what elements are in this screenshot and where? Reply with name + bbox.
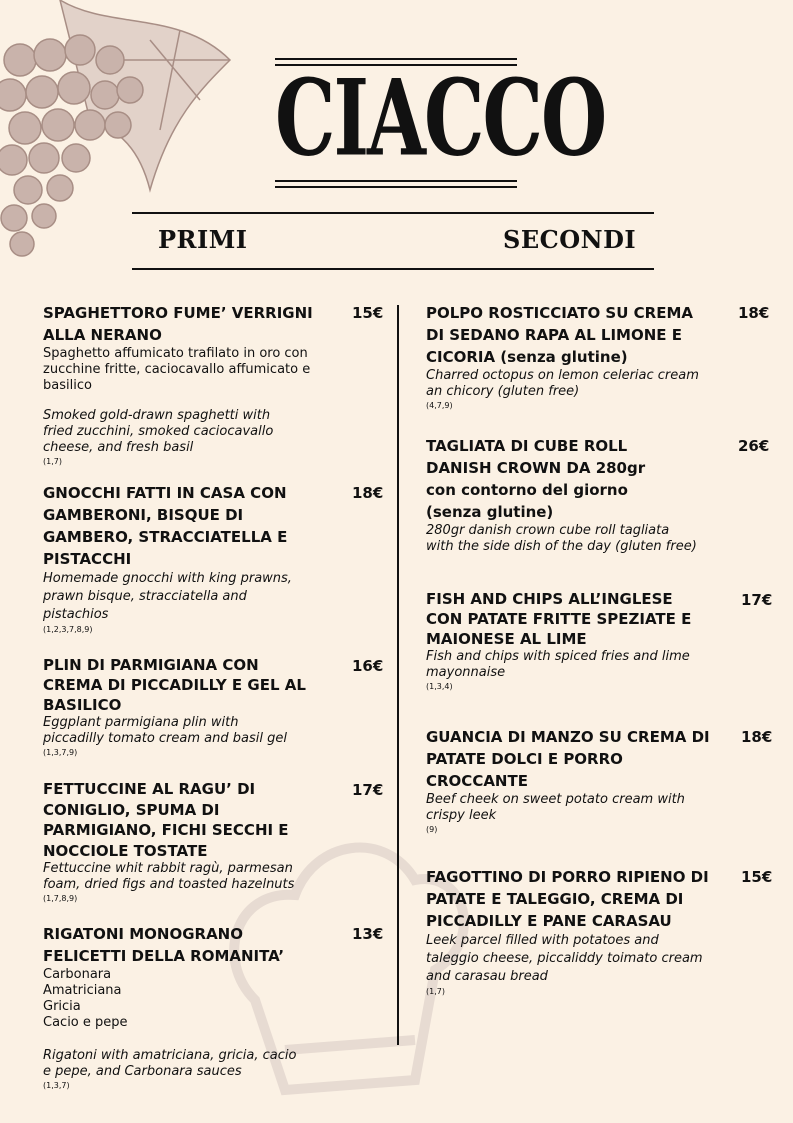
item-description-en: Beef cheek on sweet potato cream with crispy leek bbox=[426, 792, 685, 823]
item-allergens: (1,3,4) bbox=[426, 682, 453, 691]
item-price: 18€ bbox=[741, 728, 773, 746]
item-price: 17€ bbox=[741, 591, 773, 609]
item-name: POLPO ROSTICCIATO SU CREMA DI SEDANO RAPA AL LIMONE E CICORIA (senza glutine) bbox=[426, 304, 693, 366]
item-description-en: Eggplant parmigiana plin with piccadilly tomato cream and basil gel bbox=[43, 715, 287, 746]
item-name: TAGLIATA DI CUBE ROLL DANISH CROWN DA 280gr con contorno del giorno (senza glutine) bbox=[426, 437, 646, 521]
item-name: PLIN DI PARMIGIANA CON CREMA DI PICCADILLY E GEL AL BASILICO bbox=[43, 656, 306, 714]
item-description-en: Charred octopus on lemon celeriac cream an chicory (gluten free) bbox=[426, 368, 699, 399]
menu-item bbox=[426, 726, 772, 835]
item-description-en: 280gr danish crown cube roll tagliata with the side dish of the day (gluten free) bbox=[426, 523, 697, 554]
divider-top bbox=[132, 212, 654, 214]
item-name: GUANCIA DI MANZO SU CREMA DI PATATE DOLCI E PORRO CROCCANTE bbox=[426, 728, 710, 790]
item-price: 15€ bbox=[352, 304, 384, 322]
menu-item bbox=[43, 482, 383, 635]
menu-item bbox=[43, 302, 383, 467]
item-name: FETTUCCINE AL RAGU’ DI CONIGLIO, SPUMA DI PARMIGIANO, FICHI SECCHI E NOCCIOLE TOSTATE bbox=[43, 780, 289, 860]
item-price: 16€ bbox=[352, 657, 384, 675]
item-allergens: (9) bbox=[426, 825, 438, 834]
menu-item bbox=[426, 866, 772, 997]
section-title-primi: PRIMI bbox=[158, 225, 248, 254]
menu-item bbox=[43, 655, 383, 758]
item-name: GNOCCHI FATTI IN CASA CON GAMBERONI, BISQUE DI GAMBERO, STRACCIATELLA E PISTACCHI bbox=[43, 484, 288, 568]
item-allergens: (1,3,7,9) bbox=[43, 748, 78, 757]
menu-item bbox=[43, 779, 383, 904]
item-allergens: (1,3,7) bbox=[43, 1081, 70, 1090]
item-allergens: (1,7,8,9) bbox=[43, 894, 78, 903]
item-allergens: (4,7,9) bbox=[426, 401, 453, 410]
column-divider bbox=[397, 305, 399, 1045]
item-price: 15€ bbox=[741, 868, 773, 886]
restaurant-name: CIACCO bbox=[275, 56, 606, 180]
menu-item bbox=[426, 302, 772, 411]
logo bbox=[275, 56, 606, 188]
item-name: FISH AND CHIPS ALL’INGLESE CON PATATE FRITTE SPEZIATE E MAIONESE AL LIME bbox=[426, 590, 692, 648]
item-description: Spaghetto affumicato trafilato in oro con zucchine fritte, caciocavallo affumicato e basilico bbox=[43, 346, 311, 393]
item-description-en: Leek parcel filled with potatoes and taleggio cheese, piccaliddy toimato cream and carasau bread bbox=[426, 933, 703, 984]
item-description-en: Smoked gold-drawn spaghetti with fried zucchini, smoked caciocavallo cheese, and fresh basil bbox=[43, 408, 274, 455]
menu-item bbox=[43, 923, 383, 1091]
item-name: RIGATONI MONOGRANO FELICETTI DELLA ROMANITA’ bbox=[43, 925, 285, 965]
item-allergens: (1,7) bbox=[43, 457, 62, 466]
item-allergens: (1,7) bbox=[426, 987, 445, 996]
divider-bottom bbox=[132, 268, 654, 270]
menu-item bbox=[426, 589, 772, 692]
menu-item bbox=[426, 435, 772, 555]
item-price: 17€ bbox=[352, 781, 384, 799]
item-price: 18€ bbox=[738, 304, 770, 322]
item-name: FAGOTTINO DI PORRO RIPIENO DI PATATE E TALEGGIO, CREMA DI PICCADILLY E PANE CARASAU bbox=[426, 868, 709, 930]
item-allergens: (1,2,3,7,8,9) bbox=[43, 625, 93, 634]
section-title-secondi: SECONDI bbox=[503, 225, 637, 254]
item-name: SPAGHETTORO FUME’ VERRIGNI ALLA NERANO bbox=[43, 304, 313, 344]
item-price: 18€ bbox=[352, 484, 384, 502]
item-description-en: Fettuccine whit rabbit ragù, parmesan foam, dried figs and toasted hazelnuts bbox=[43, 861, 295, 892]
item-price: 13€ bbox=[352, 925, 384, 943]
item-description-en: Fish and chips with spiced fries and lime mayonnaise bbox=[426, 649, 690, 680]
item-description-en: Homemade gnocchi with king prawns, prawn bisque, stracciatella and pistachios bbox=[43, 571, 292, 622]
item-description-en: Rigatoni with amatriciana, gricia, cacio e pepe, and Carbonara sauces bbox=[43, 1048, 297, 1079]
item-price: 26€ bbox=[738, 437, 770, 455]
item-description: Carbonara Amatriciana Gricia Cacio e pepe bbox=[43, 967, 128, 1030]
